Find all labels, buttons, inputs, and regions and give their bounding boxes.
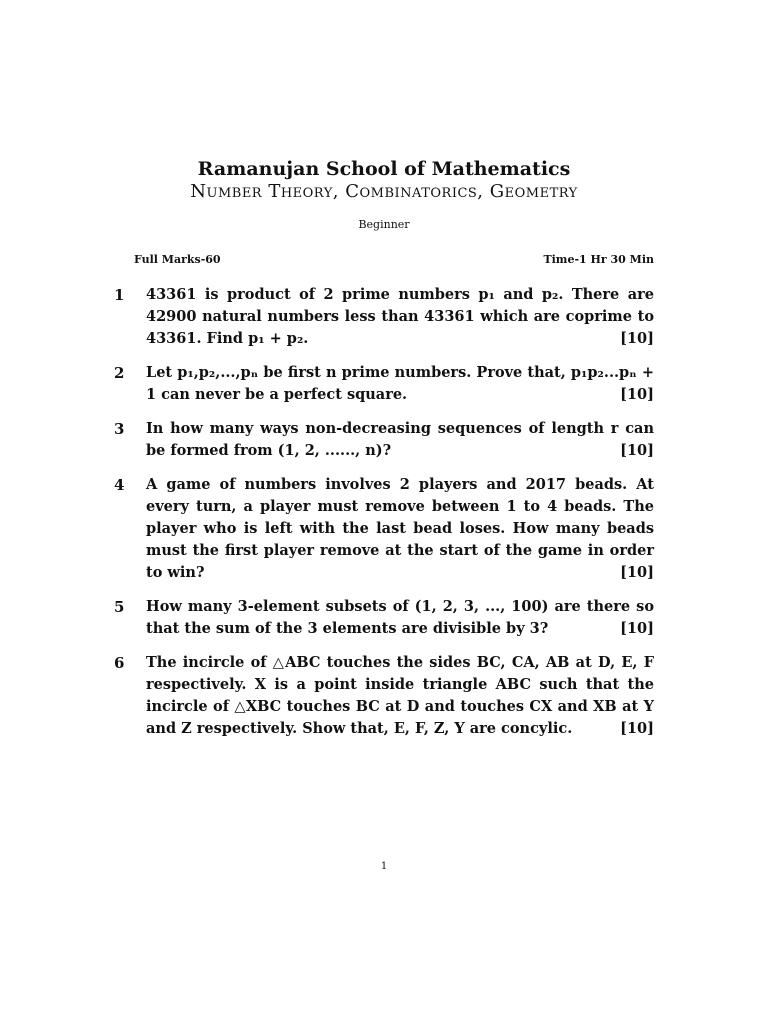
question-item: [114, 596, 654, 640]
question-item: [114, 418, 654, 462]
question-body: A game of numbers involves 2 players and 2017 beads. At every turn, a player must remove between 1 to 4 beads. The player who is left with the last bead loses. How many beads must the first player remove at the start of the game in order to win?: [146, 476, 654, 581]
question-marks: [10]: [620, 564, 654, 581]
question-marks: [10]: [620, 720, 654, 737]
question-number: 1: [114, 286, 125, 304]
question-item: [114, 474, 654, 584]
question-text: [146, 284, 654, 350]
question-item: [114, 362, 654, 406]
question-item: [114, 284, 654, 350]
full-marks-label: Full Marks-60: [134, 253, 221, 266]
question-body: 43361 is product of 2 prime numbers p₁ and p₂. There are 42900 natural numbers less than 43361 which are coprime to 43361. Find p₁ + p₂.: [146, 286, 654, 347]
page-title: Ramanujan School of Mathematics: [197, 158, 571, 180]
time-label: Time-1 Hr 30 Min: [543, 253, 654, 266]
question-number: 6: [114, 654, 125, 672]
page-subtitle: Number Theory, Combinatorics, Geometry: [190, 181, 578, 202]
question-text: [146, 474, 654, 584]
question-body: In how many ways non-decreasing sequences of length r can be formed from (1, 2, ......, n)?: [146, 420, 654, 459]
question-list: [114, 284, 654, 752]
question-text: [146, 418, 654, 462]
question-text: [146, 362, 654, 406]
question-number: 2: [114, 364, 125, 382]
question-body: Let p₁,p₂,...,pₙ be first n prime numbers. Prove that, p₁p₂...pₙ + 1 can never be a perfect square.: [146, 364, 654, 403]
question-marks: [10]: [620, 442, 654, 459]
question-item: [114, 652, 654, 740]
question-marks: [10]: [620, 386, 654, 403]
question-text: [146, 596, 654, 640]
page-number: 1: [380, 861, 388, 872]
question-body: The incircle of △ABC touches the sides BC, CA, AB at D, E, F respectively. X is a point inside triangle ABC such that the incircle of △XBC touches BC at D and touches CX and XB at Y and Z respectively. Show that, E, F, Z, Y are concylic.: [146, 654, 654, 737]
question-body: How many 3-element subsets of (1, 2, 3, ..., 100) are there so that the sum of the 3 elements are divisible by 3?: [146, 598, 654, 637]
question-number: 3: [114, 420, 125, 438]
question-marks: [10]: [620, 330, 654, 347]
question-number: 4: [114, 476, 125, 494]
question-number: 5: [114, 598, 125, 616]
question-marks: [10]: [620, 620, 654, 637]
question-text: [146, 652, 654, 740]
level-label: Beginner: [358, 218, 410, 231]
